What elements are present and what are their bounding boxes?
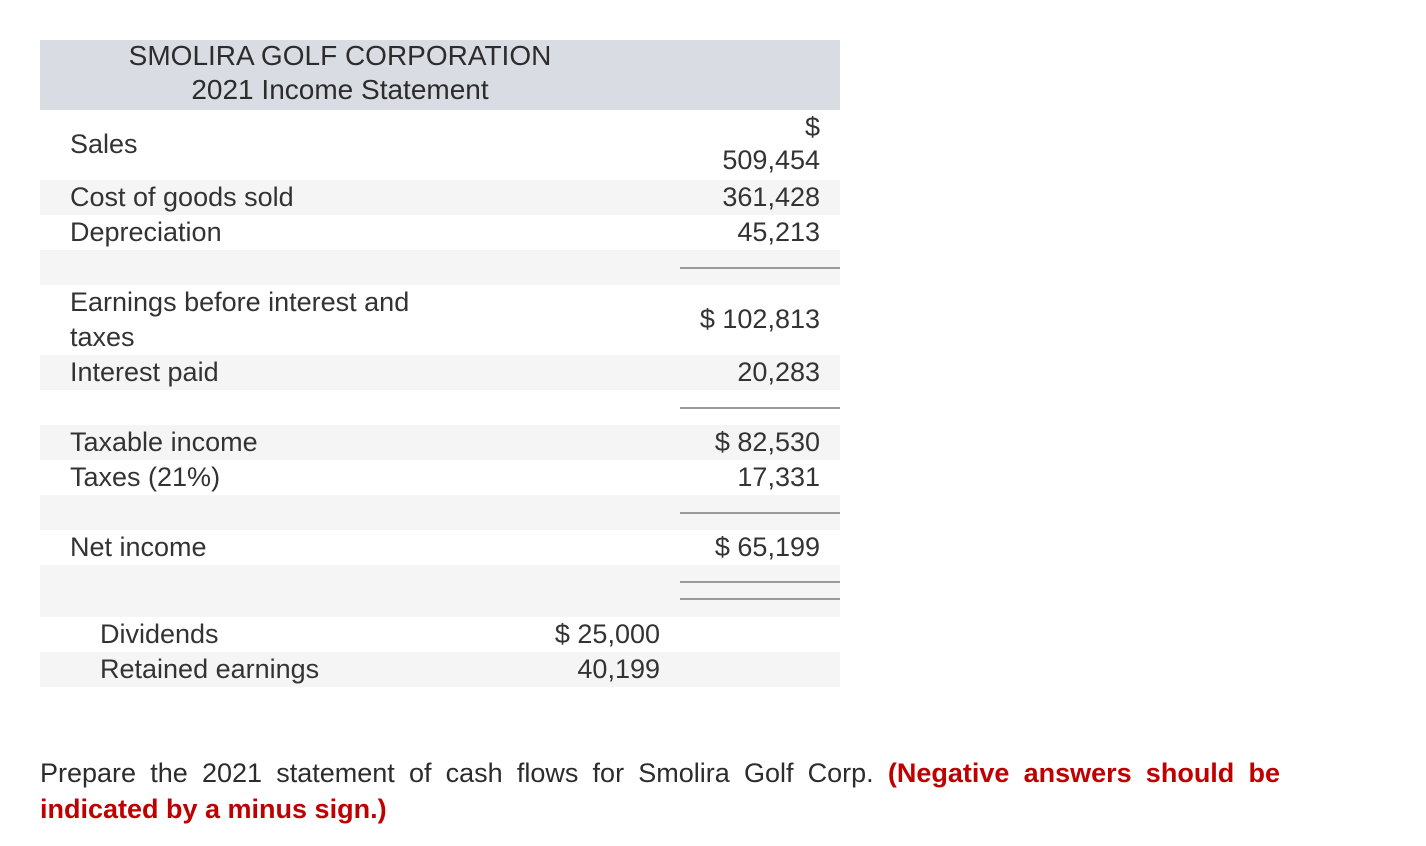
ebit-label-line1: Earnings before interest and (70, 287, 410, 317)
subtotal-rule (680, 407, 840, 409)
retained-earnings-amount: 40,199 (577, 654, 660, 684)
taxable-income-label: Taxable income (70, 427, 258, 457)
prompt-text: Prepare the 2021 statement of cash flows for Smolira Golf Corp. (40, 758, 888, 788)
interest-label: Interest paid (70, 357, 219, 387)
row-cogs (40, 180, 840, 215)
row-interest (40, 355, 840, 390)
taxes-amount: 17,331 (737, 462, 820, 492)
row-net-income (40, 530, 840, 565)
subtotal-rule (680, 512, 840, 514)
income-statement (40, 40, 840, 684)
negative-answer-note: (Negative answers should be indicated by a minus sign.) (40, 758, 1280, 824)
sales-amount: 509,454 (722, 145, 820, 175)
dividends-amount: $ 25,000 (554, 619, 660, 649)
sales-label: Sales (70, 129, 138, 159)
row-sales (40, 110, 840, 180)
dividends-label: Dividends (100, 619, 219, 649)
row-taxes (40, 460, 840, 495)
depreciation-label: Depreciation (70, 217, 222, 247)
row-ebit (40, 285, 840, 355)
double-rule-top (680, 581, 840, 583)
interest-amount: 20,283 (737, 357, 820, 387)
sales-currency: $ (804, 112, 820, 142)
retained-earnings-label: Retained earnings (100, 654, 320, 684)
taxes-label: Taxes (21%) (70, 462, 221, 492)
subtotal-rule (680, 267, 840, 269)
spacer-row (40, 565, 840, 617)
ebit-amount: $ 102,813 (699, 304, 820, 334)
statement-header (40, 40, 840, 110)
row-depreciation (40, 215, 840, 250)
ebit-label-line2: taxes (70, 322, 135, 352)
company-name: SMOLIRA GOLF CORPORATION (128, 40, 552, 71)
row-dividends (40, 617, 840, 652)
question-prompt (40, 755, 1280, 827)
cogs-label: Cost of goods sold (70, 182, 294, 212)
net-income-label: Net income (70, 532, 207, 562)
double-rule-bottom (680, 598, 840, 600)
row-retained-earnings (40, 652, 840, 687)
cogs-amount: 361,428 (722, 182, 820, 212)
taxable-income-amount: $ 82,530 (714, 427, 820, 457)
net-income-amount: $ 65,199 (714, 532, 820, 562)
depreciation-amount: 45,213 (737, 217, 820, 247)
row-taxable-income (40, 425, 840, 460)
statement-title: 2021 Income Statement (191, 74, 489, 105)
